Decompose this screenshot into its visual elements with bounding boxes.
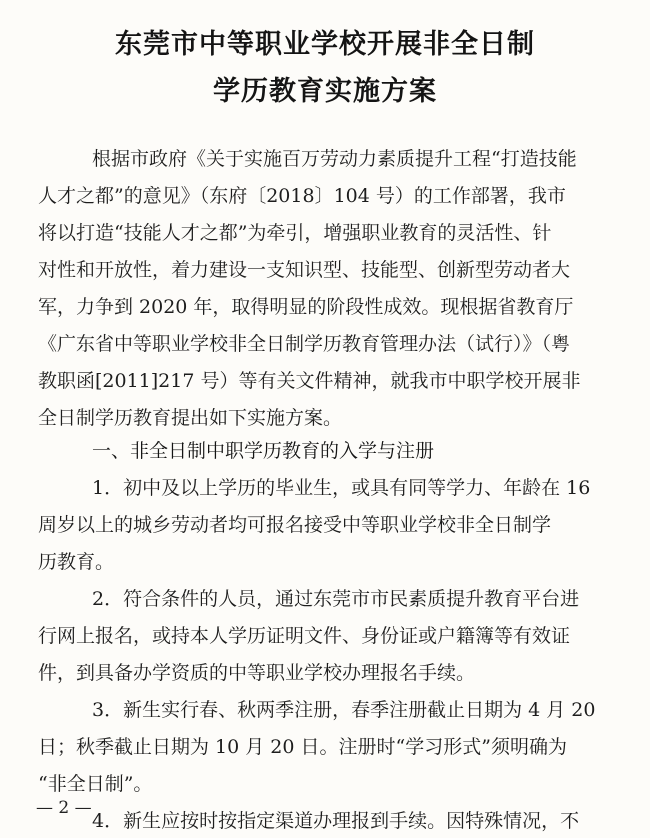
- body-line: “非全日制”。: [38, 773, 153, 795]
- body-line: 人才之都”的意见》（东府〔2018〕104 号）的工作部署，我市: [38, 185, 566, 207]
- body-line: 日；秋季截止日期为 10 月 20 日。注册时“学习形式”须明确为: [38, 736, 567, 758]
- body-line: 根据市政府《关于实施百万劳动力素质提升工程“打造技能: [92, 148, 577, 170]
- document-title-line-1: 东莞市中等职业学校开展非全日制: [115, 29, 535, 60]
- body-line: 历教育。: [38, 551, 115, 573]
- body-line: 周岁以上的城乡劳动者均可报名接受中等职业学校非全日制学: [38, 514, 552, 536]
- body-line: 1．初中及以上学历的毕业生，或具有同等学力、年龄在 16: [92, 477, 591, 499]
- body-line: 对性和开放性，着力建设一支知识型、技能型、创新型劳动者大: [38, 259, 571, 281]
- page-number: — 2 —: [36, 798, 92, 818]
- body-line: 2．符合条件的人员，通过东莞市市民素质提升教育平台进: [92, 588, 580, 610]
- body-line: 行网上报名，或持本人学历证明文件、身份证或户籍簿等有效证: [38, 625, 571, 647]
- body-line: 教职函[2011]217 号）等有关文件精神，就我市中职学校开展非: [38, 370, 581, 392]
- body-line: 军，力争到 2020 年，取得明显的阶段性成效。现根据省教育厅: [38, 296, 574, 318]
- body-line: 4．新生应按时按指定渠道办理报到手续。因特殊情况，不: [92, 810, 580, 832]
- body-line: 全日制学历教育提出如下实施方案。: [38, 407, 343, 429]
- section-heading: 一、非全日制中职学历教育的入学与注册: [92, 440, 435, 462]
- body-line: 《广东省中等职业学校非全日制学历教育管理办法（试行）》（粤: [38, 333, 571, 355]
- body-line: 件，到具备办学资质的中等职业学校办理报名手续。: [38, 662, 476, 684]
- document-title-line-2: 学历教育实施方案: [213, 76, 437, 107]
- body-line: 3．新生实行春、秋两季注册，春季注册截止日期为 4 月 20: [92, 699, 596, 721]
- body-line: 将以打造“技能人才之都”为牵引，增强职业教育的灵活性、针: [38, 222, 552, 244]
